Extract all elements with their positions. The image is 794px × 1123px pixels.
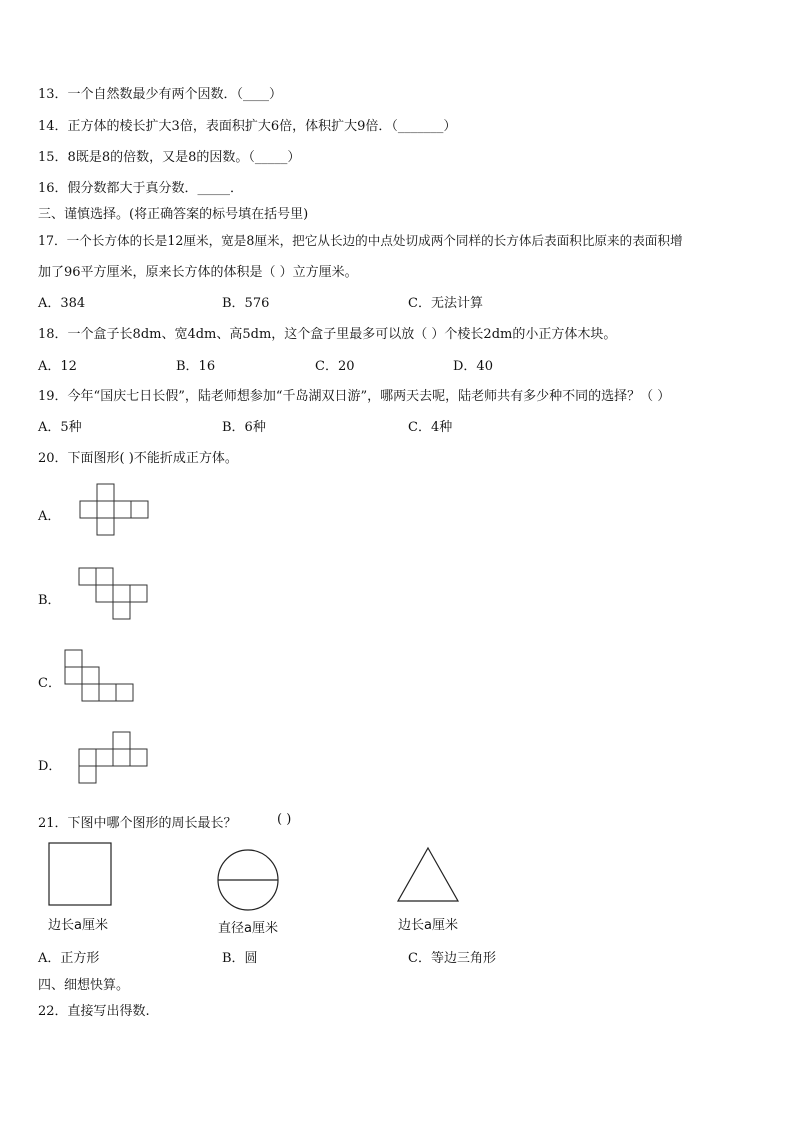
q21-option-c: C．等边三角形 bbox=[408, 951, 496, 966]
question-21: 21．下图中哪个图形的周长最长？ bbox=[38, 816, 237, 831]
section-4-heading: 四、细想快算。 bbox=[38, 978, 130, 993]
q19-option-a: A．5种 bbox=[38, 420, 82, 435]
q19-option-b: B．6种 bbox=[222, 420, 266, 435]
question-16: 16．假分数都大于真分数．_____． bbox=[38, 181, 244, 196]
q17-option-b: B．576 bbox=[222, 296, 270, 311]
question-13: 13．一个自然数最少有两个因数．（____） bbox=[38, 87, 283, 102]
question-21-blank: ( ) bbox=[277, 812, 292, 827]
question-14: 14．正方体的棱长扩大3倍，表面积扩大6倍，体积扩大9倍．（_______） bbox=[38, 119, 457, 134]
question-20: 20．下面图形( )不能折成正方体。 bbox=[38, 451, 238, 466]
section-3-heading: 三、谨慎选择。(将正确答案的标号填在括号里) bbox=[38, 207, 309, 222]
q18-option-c: C．20 bbox=[315, 359, 355, 374]
q17-option-c: C．无法计算 bbox=[408, 296, 483, 311]
q18-option-a: A．12 bbox=[38, 359, 77, 374]
circle-shape bbox=[216, 848, 282, 914]
cube-net-d bbox=[79, 732, 151, 792]
q20-label-b: B． bbox=[38, 593, 61, 608]
circle-caption: 直径a厘米 bbox=[218, 921, 278, 936]
question-17-line-2: 加了96平方厘米，原来长方体的体积是（ ）立方厘米。 bbox=[38, 265, 358, 280]
cube-net-b bbox=[79, 568, 151, 628]
q18-option-d: D．40 bbox=[453, 359, 493, 374]
square-shape bbox=[48, 842, 114, 908]
question-19: 19．今年“国庆七日长假”，陆老师想参加“千岛湖双日游”，哪两天去呢，陆老师共有多少种不同的选择？（ ） bbox=[38, 389, 671, 404]
q20-label-c: C． bbox=[38, 676, 61, 691]
question-15: 15．8既是8的倍数，又是8的因数。（_____） bbox=[38, 150, 301, 165]
triangle-shape bbox=[397, 846, 461, 904]
question-18: 18．一个盒子长8dm、宽4dm、高5dm，这个盒子里最多可以放（ ）个棱长2dm的小正方体木块。 bbox=[38, 327, 617, 342]
question-17-line-1: 17．一个长方体的长是12厘米，宽是8厘米，把它从长边的中点处切成两个同样的长方体后表面积比原来的表面积增 bbox=[38, 233, 683, 248]
cube-net-c bbox=[65, 650, 139, 710]
triangle-caption: 边长a厘米 bbox=[398, 918, 458, 933]
q19-option-c: C．4种 bbox=[408, 420, 453, 435]
cube-net-a bbox=[80, 484, 152, 542]
question-22: 22．直接写出得数. bbox=[38, 1004, 150, 1019]
q21-option-b: B．圆 bbox=[222, 951, 258, 966]
q20-label-d: D． bbox=[38, 759, 62, 774]
q21-option-a: A．正方形 bbox=[38, 951, 100, 966]
square-caption: 边长a厘米 bbox=[48, 918, 108, 933]
q20-label-a: A． bbox=[38, 509, 61, 524]
q18-option-b: B．16 bbox=[176, 359, 216, 374]
q17-option-a: A．384 bbox=[38, 296, 86, 311]
